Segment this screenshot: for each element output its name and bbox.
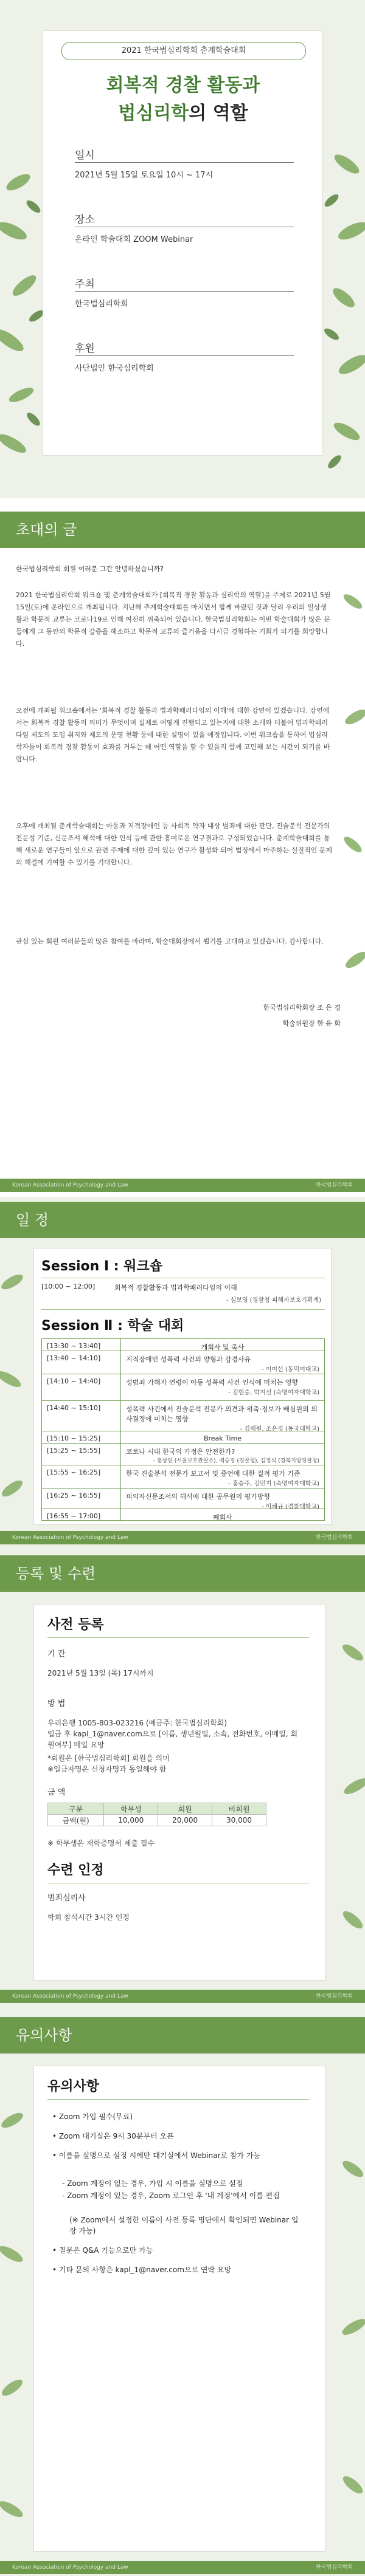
hero-panel (0, 0, 365, 498)
footer-bar (0, 2561, 365, 2574)
table-header-cell: 학부생 (104, 1803, 158, 1815)
row-title: 성폭력 사건에서 진술분석 전문가 의견과 위축·정보가 배심원의 의사결정에 미치는 영향 (126, 1405, 318, 1423)
row-time: [16:55 ~ 17:00] (42, 1509, 121, 1521)
table-row (48, 1815, 266, 1826)
table-cell: 10,000 (104, 1815, 158, 1826)
row-time: [15:10 ~ 15:25] (42, 1431, 121, 1443)
notice-item-zoom-signup: • Zoom 가입 필수(무료) (52, 2112, 133, 2121)
table-row (42, 1444, 324, 1465)
invitation-greeting: 한국법심리학회 회원 여러분 그간 안녕하셨습니까? (16, 565, 164, 573)
field-label-sponsor: 후원 (75, 343, 95, 355)
table-row (42, 1488, 324, 1509)
row-time: [16:25 ~ 16:55] (42, 1488, 121, 1509)
table-cell: 20,000 (158, 1815, 212, 1826)
row-content (121, 1401, 324, 1436)
section-header-notice: 유의사항 (0, 2017, 365, 2054)
leaf-decoration-notice-left (0, 2072, 36, 2546)
hero-card (43, 30, 322, 456)
notice-item-text: 질문은 Q&A 기능으로만 가능 (58, 2246, 153, 2255)
method-label: 방 법 (47, 1699, 66, 1708)
row-title: 개회사 및 축사 (201, 1343, 245, 1351)
field-value-sponsor: 사단법인 한국심리학회 (75, 364, 154, 373)
row-time: [15:55 ~ 16:25] (42, 1465, 121, 1488)
notice-card (33, 2066, 325, 2552)
session1-time: [10:00 ~ 12:00] (41, 1283, 96, 1290)
footer-org-en: Korean Association of Psychology and Law (12, 1182, 128, 1188)
notice-item-text: (※ Zoom에서 설정한 이름이 사전 등록 명단에서 확인되면 Webinar 입장 가능) (69, 2216, 299, 2235)
table-cell: 금액(원) (48, 1815, 104, 1826)
hero-title-line2 (43, 98, 323, 125)
notice-item-text: 이름을 실명으로 설정 시에만 대기실에서 Webinar로 참가 가능 (58, 2151, 261, 2160)
footer-bar (0, 1531, 365, 1544)
notice-title: 유의사항 (47, 2079, 100, 2094)
table-row (42, 1339, 324, 1351)
schedule-card (33, 1248, 332, 1525)
row-title: 코로나 시대 한국의 가정은 안전한가? (126, 1448, 235, 1456)
credit-title: 수련 인정 (47, 1863, 104, 1878)
field-label-date: 일시 (75, 149, 95, 162)
footer-bar (0, 1990, 365, 2003)
leaf-decoration-notice-right (328, 2072, 365, 2546)
notice-item-real-name: • 이름을 실명으로 설정 시에만 대기실에서 Webinar로 참가 가능 (52, 2151, 261, 2160)
row-speaker: - 이미선 (동덕여대교) (261, 1366, 319, 1373)
method-line-email: 입금 후 kapl_1@naver.com으로 [이름, 생년월일, 소속, 전화번호, 이메일, 회원여부] 메일 요망 (47, 1730, 298, 1749)
fee-note: ※ 학부생은 재학증명서 제출 필수 (47, 1839, 155, 1848)
row-speaker: - 홍상연 (서울보호관찰소), 백승경 (경찰청), 김정식 (경북지방경찰청) (153, 1458, 319, 1464)
row-title: 지적장애인 성폭력 사건의 양형과 감경사유 (126, 1355, 251, 1363)
table-row (42, 1465, 324, 1488)
notice-subitem-has-account: - Zoom 계정이 있는 경우, Zoom 로그인 후 '내 계정'에서 이름 편집 (62, 2191, 280, 2200)
method-line-name-note: ※입금자명은 신청자명과 동일해야 함 (47, 1765, 167, 1773)
divider (47, 2099, 309, 2100)
footer-org-ko: 한국법심리학회 (316, 1535, 353, 1541)
session1-row (41, 1281, 325, 1308)
table-header-cell: 구분 (48, 1803, 104, 1815)
row-content (121, 1509, 324, 1525)
row-content (121, 1444, 324, 1467)
row-content (121, 1351, 324, 1376)
credit-label: 범죄심리사 (47, 1894, 86, 1903)
session1-title: Session Ⅰ : 워크숍 (41, 1259, 162, 1274)
row-content (121, 1465, 324, 1490)
registration-title: 사전 등록 (47, 1617, 104, 1632)
signature-committee: 학술위원장 한 유 화 (282, 1019, 341, 1027)
fee-label: 금 액 (47, 1788, 66, 1797)
row-content (121, 1374, 324, 1399)
divider (47, 1637, 309, 1638)
row-time: [15:25 ~ 15:55] (42, 1444, 121, 1465)
registration-card (33, 1604, 325, 1981)
session2-table (41, 1338, 325, 1521)
divider (75, 162, 294, 163)
row-title: Break Time (203, 1434, 242, 1442)
section-header-schedule: 일 정 (0, 1202, 365, 1238)
table-header-cell: 비회원 (212, 1803, 266, 1815)
notice-item-text: Zoom 계정이 있는 경우, Zoom 로그인 후 '내 계정'에서 이름 편집 (67, 2191, 280, 2200)
invitation-paragraph-1: 2021 한국법심리학회 워크숍 및 춘계학술대회가 [회복적 경찰 활동과 심리학의 역할]을 주제로 2021년 5월 15일(토)에 온라인으로 개최됩니다. 지난해 추계학술대회를 마치면서 함께 바랐던 것과 달리 우리의 일상생활과 학문적 교류는 코로나19로 인해 여전히 위축되어 있습니다. 한국법심리학회는 이번 학술대회가 많은 분들에게 그 동안의 학문적 갈증을 해소하고 학문적 교류의 즐거움을 다시금 경험하는 기회가 되기를 희망합니다. (16, 591, 331, 648)
session1-speaker: - 심보영 (경찰청 피해자보호기획계) (226, 1297, 321, 1304)
leaf-decoration-schedule (0, 1245, 36, 1537)
registration-panel (0, 1549, 365, 2011)
footer-org-en: Korean Association of Psychology and Law (12, 2564, 128, 2571)
row-title: 한국 진술분석 전문가 보고서 및 증언에 대한 질적 평가 기준 (126, 1470, 301, 1478)
table-row (42, 1351, 324, 1374)
table-row (42, 1509, 324, 1521)
footer-bar (0, 1179, 365, 1192)
leaf-decoration-invite (328, 565, 365, 990)
table-header-row (48, 1803, 266, 1815)
leaf-decoration-registration (328, 1604, 365, 1968)
invitation-panel (0, 498, 365, 1197)
field-label-host: 주최 (75, 278, 95, 290)
field-value-date: 2021년 5월 15일 토요일 10시 ~ 17시 (75, 171, 214, 180)
leaf-decoration-right (316, 140, 365, 480)
notice-subitem-no-account: - Zoom 계정이 없는 경우, 가입 시 이름을 실명으로 설정 (62, 2179, 243, 2188)
footer-org-ko: 한국법심리학회 (316, 1182, 353, 1188)
table-row (42, 1374, 324, 1401)
table-cell: 30,000 (212, 1815, 266, 1826)
hero-title-line1: 회복적 경찰 활동과 (106, 75, 260, 96)
notice-item-text: Zoom 대기실은 9시 30분부터 오픈 (58, 2132, 174, 2140)
row-time: [14:10 ~ 14:40] (42, 1374, 121, 1400)
hero-title-highlight: 법심리학 (118, 103, 189, 124)
session2-title: Session Ⅱ : 학술 대회 (41, 1318, 184, 1334)
row-speaker: - 김현승, 박지선 (숙명여자대학교) (228, 1389, 319, 1396)
invitation-paragraph-2: 오전에 개최될 워크숍에서는 '회복적 경찰 활동과 법과학패러다임의 이해'에 대한 강연이 있겠습니다. 강연에서는 회복적 경찰 활동의 의미가 무엇이며 실제로 어떻게 진행되고 있는지에 대한 소개와 더불어 법과학패러다임 제도의 도입 취지와 제도의 운영 현황 등에 대한 설명이 있을 예정입니다. 이번 워크숍을 통하여 법심리학자들이 회복적 경찰 활동이 효과를 거두는 데 어떤 역할을 할 수 있을지 함께 고민해 보는 시간이 되기를 바랍니다. (16, 707, 330, 763)
divider (75, 355, 294, 356)
footer-org-ko: 한국법심리학회 (316, 2564, 353, 2571)
row-time: [13:40 ~ 14:10] (42, 1351, 121, 1374)
fee-table (47, 1803, 266, 1826)
notice-item-waiting-room: • Zoom 대기실은 9시 30분부터 오픈 (52, 2132, 174, 2140)
table-row (42, 1401, 324, 1431)
divider (41, 1309, 325, 1310)
section-header-registration: 등록 및 수련 (0, 1555, 365, 1592)
period-value: 2021년 5월 13일 (목) 17시까지 (47, 1669, 154, 1677)
period-label: 기 간 (47, 1649, 66, 1659)
credit-value: 학회 참석시간 3시간 인정 (47, 1913, 130, 1922)
invitation-paragraph-4: 관심 있는 회원 여러분들의 많은 참여를 바라며, 학술대회장에서 뵙기를 고대하고 있겠습니다. 감사합니다. (16, 937, 324, 945)
row-title: 피의자신문조서의 해석에 대한 공무원의 평가방향 (126, 1493, 271, 1501)
footer-org-en: Korean Association of Psychology and Law (12, 1993, 128, 1999)
notice-subitem-confirm (69, 2215, 301, 2236)
notice-item-qna: • 질문은 Q&A 기능으로만 가능 (52, 2246, 153, 2255)
hero-title-suffix: 의 역할 (189, 103, 248, 124)
field-value-venue: 온라인 학술대회 ZOOM Webinar (75, 235, 193, 244)
footer-org-ko: 한국법심리학회 (316, 1993, 353, 1999)
method-line-account: 우리은행 1005-803-023216 (예금주: 한국법심리학회) (47, 1719, 228, 1727)
notice-item-text: 기타 문의 사항은 kapl_1@naver.com으로 연락 요망 (58, 2266, 232, 2274)
footer-org-en: Korean Association of Psychology and Law (12, 1535, 128, 1541)
table-header-cell: 회원 (158, 1803, 212, 1815)
notice-item-text: Zoom 계정이 없는 경우, 가입 시 이름을 실명으로 설정 (67, 2179, 243, 2188)
conference-tag: 2021 한국법심리학회 춘계학술대회 (61, 42, 306, 60)
method-line-member-note: *회원은 [한국법심리학회] 회원을 의미 (47, 1754, 170, 1762)
row-speaker: - 홍승주, 김민지 (숙명여자대학교) (228, 1481, 319, 1487)
row-speaker: - 이혜규 (경찰대학교) (261, 1504, 319, 1510)
schedule-panel (0, 1197, 365, 1549)
table-row (42, 1431, 324, 1444)
section-header-invitation: 초대의 글 (0, 512, 365, 548)
field-label-venue: 장소 (75, 214, 95, 226)
row-time: [14:40 ~ 15:10] (42, 1401, 121, 1431)
row-title: 성범죄 가해자 연령이 아동 성폭력 사건 인식에 미치는 영향 (126, 1379, 298, 1386)
session1-content: 회복적 경찰활동과 법과학패러다임의 이해 (114, 1284, 237, 1292)
notice-panel (0, 2011, 365, 2576)
row-time: [13:30 ~ 13:40] (42, 1339, 121, 1351)
row-title: 폐회사 (213, 1513, 232, 1521)
signature-chair: 한국법심리학회장 조 은 경 (263, 1004, 341, 1012)
row-speaker: - 김채원, 조은경 (동국대학교) (240, 1426, 319, 1433)
invitation-paragraph-3: 오후에 개최될 춘계학술대회는 아동과 지적장애인 등 사회적 약자 대상 범죄에 대한 판단, 진술분석 전문가의 전문성 기준, 신문조서 해석에 대한 인식 등에 관한 흥미로운 연구결과로 구성되었습니다. 춘계학술대회를 통해 새로운 연구들이 앞으로 관련 주제에 대한 깊이 있는 연구가 활성화 되어 법정에서 마주하는 실질적인 문제의 해결에 기여할 수 있기를 기대합니다. (16, 822, 332, 866)
notice-item-contact: • 기타 문의 사항은 kapl_1@naver.com으로 연락 요망 (52, 2266, 232, 2274)
divider (75, 291, 294, 292)
field-value-host: 한국법심리학회 (75, 300, 128, 309)
notice-item-text: Zoom 가입 필수(무료) (58, 2112, 133, 2121)
